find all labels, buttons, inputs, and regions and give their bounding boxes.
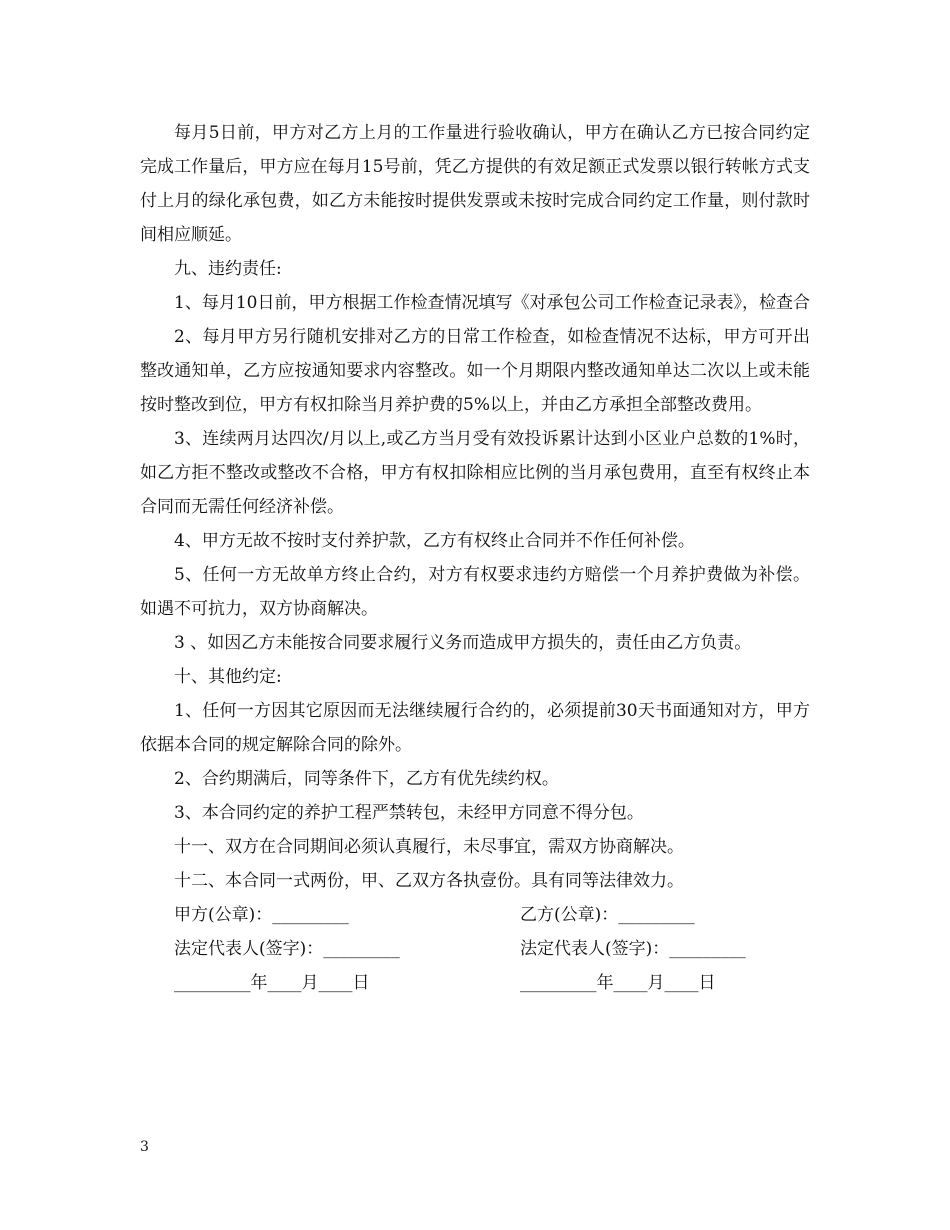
party-a-date-field: _________年____月____日 bbox=[174, 973, 370, 993]
document-body bbox=[140, 116, 810, 1000]
party-b-date-field: _________年____月____日 bbox=[520, 973, 716, 993]
paragraph-breach-2: 2、每月甲方另行随机安排对乙方的日常工作检查，如检查情况不达标，甲方可开出整改通知单，乙方应按通知要求内容整改。如一个月期限内整改通知单达二次以上或未能按时整改到位，甲方有权扣除当月养护费的5%以上，并由乙方承担全部整改费用。 bbox=[140, 327, 810, 415]
signature-representative-row bbox=[140, 932, 810, 966]
paragraph-breach-5: 5、任何一方无故单方终止合约，对方有权要求违约方赔偿一个月养护费做为补偿。如遇不可抗力，双方协商解决。 bbox=[140, 565, 810, 619]
paragraph-payment-terms: 每月5日前，甲方对乙方上月的工作量进行验收确认，甲方在确认乙方已按合同约定完成工作量后，甲方应在每月15号前，凭乙方提供的有效足额正式发票以银行转帐方式支付上月的绿化承包费，如乙方未能按时提供发票或未按时完成合同约定工作量，则付款时间相应顺延。 bbox=[140, 123, 810, 245]
paragraph-other-1: 1、任何一方因其它原因而无法继续履行合约的，必须提前30天书面通知对方，甲方依据本合同的规定解除合同的除外。 bbox=[140, 701, 810, 755]
signature-seal-row bbox=[140, 898, 810, 932]
party-b-representative-field: 法定代表人(签字)：_________ bbox=[520, 939, 746, 959]
paragraph-clause-12: 十二、本合同一式两份，甲、乙双方各执壹份。具有同等法律效力。 bbox=[174, 871, 684, 891]
party-a-representative-field: 法定代表人(签字)：_________ bbox=[174, 939, 400, 959]
party-b-seal-field: 乙方(公章)：_________ bbox=[520, 905, 695, 925]
paragraph-breach-6: 3 、如因乙方未能按合同要求履行义务而造成甲方损失的，责任由乙方负责。 bbox=[174, 633, 752, 653]
paragraph-other-2: 2、合约期满后，同等条件下，乙方有优先续约权。 bbox=[174, 769, 559, 789]
page-number: 3 bbox=[140, 1139, 149, 1155]
signature-date-row bbox=[140, 966, 810, 1000]
paragraph-breach-4: 4、甲方无故不按时支付养护款，乙方有权终止合同并不作任何补偿。 bbox=[174, 531, 695, 551]
paragraph-clause-11: 十一、双方在合同期间必须认真履行，未尽事宜，需双方协商解决。 bbox=[174, 837, 684, 857]
paragraph-other-3: 3、本合同约定的养护工程严禁转包，未经甲方同意不得分包。 bbox=[174, 803, 644, 823]
paragraph-breach-1: 1、每月10日前，甲方根据工作检查情况填写《对承包公司工作检查记录表》，检查合 bbox=[174, 293, 810, 313]
heading-breach-liability: 九、违约责任: bbox=[174, 259, 282, 279]
party-a-seal-field: 甲方(公章)：_________ bbox=[174, 905, 349, 925]
paragraph-breach-3: 3、连续两月达四次/月以上,或乙方当月受有效投诉累计达到小区业户总数的1%时，如乙方拒不整改或整改不合格，甲方有权扣除相应比例的当月承包费用，直至有权终止本合同而无需任何经济补偿。 bbox=[140, 429, 810, 517]
heading-other-terms: 十、其他约定: bbox=[174, 667, 282, 687]
